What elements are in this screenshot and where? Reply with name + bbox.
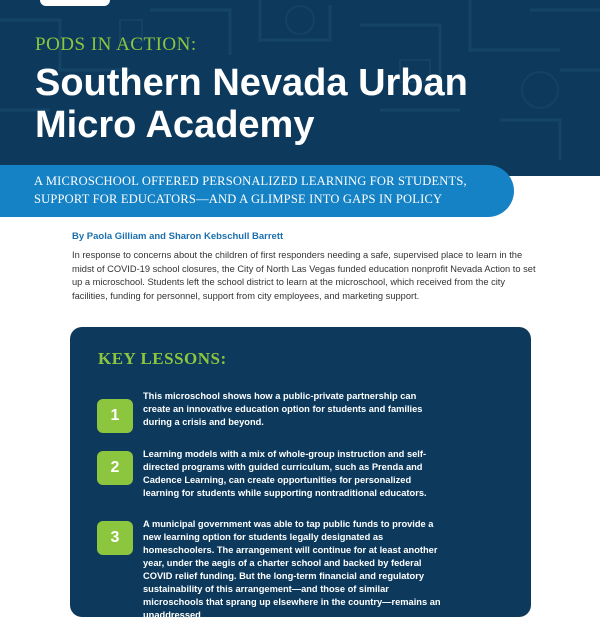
lesson-text: A municipal government was able to tap public funds to provide a new learning option for students legally designated as homeschoolers. The arrangement will continue for at least another year, under the aegis of a charter school and backed by federal COVID relief funding. But the long-term financial and regulatory sustainability of this arrangement—and those of similar microschools that sprang up elsewhere in the country—remains an unaddressed xyxy=(143,519,441,620)
key-lessons-box xyxy=(70,327,531,620)
intro-paragraph: In response to concerns about the children of first responders needing a safe, supervised place to learn in the midst of COVID-19 school closures, the City of North Las Vegas funded education nonprofit Nevada Action to set up a microschool. Students left the school district to learn at the microschool, which received from the city facilities, funding for personnel, support from city employees, and marketing support. xyxy=(72,250,536,301)
page-title: Southern Nevada Urban Micro Academy xyxy=(35,62,468,146)
lesson-number-badge: 2 xyxy=(97,451,133,485)
byline: By Paola Gilliam and Sharon Kebschull Barrett xyxy=(72,231,284,242)
kicker-label: PODS IN ACTION: xyxy=(35,34,197,55)
subtitle-text: A MICROSCHOOL OFFERED PERSONALIZED LEARNING FOR STUDENTS, SUPPORT FOR EDUCATORS—AND A GLIMPSE INTO GAPS IN POLICY xyxy=(34,174,467,206)
top-tab xyxy=(40,0,110,6)
lesson-number-badge: 3 xyxy=(97,521,133,555)
lesson-text: This microschool shows how a public-private partnership can create an innovative education option for students and families during a crisis and beyond. xyxy=(143,391,423,427)
lesson-text: Learning models with a mix of whole-group instruction and self-directed programs with guided curriculum, such as Prenda and Cadence Learning, can create opportunities for personalized learning for students while supporting nontraditional educators. xyxy=(143,449,427,498)
key-lessons-title: KEY LESSONS: xyxy=(98,349,227,368)
lesson-number-badge: 1 xyxy=(97,399,133,433)
